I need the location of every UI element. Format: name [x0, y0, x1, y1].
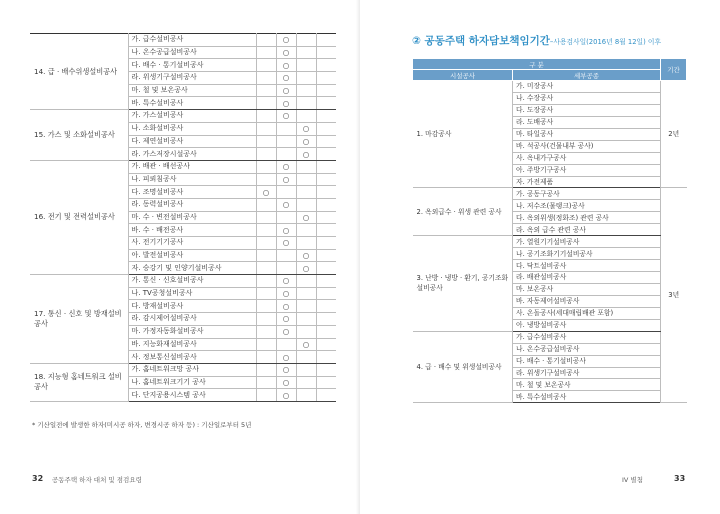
item-cell: 나. TV공청설비공사: [128, 287, 256, 300]
mark-cell: [316, 351, 336, 364]
mark-cell: [316, 46, 336, 59]
item-cell: 라. 가스저장시설공사: [128, 148, 256, 161]
mark-cell: [316, 376, 336, 389]
mark-cell: [316, 338, 336, 351]
mark-cell: [256, 135, 276, 148]
mark-cell: [256, 34, 276, 47]
item-cell: 라. 감시제어설비공사: [128, 313, 256, 326]
mark-cell: [276, 148, 296, 161]
left-warranty-table: [30, 33, 336, 402]
category-cell: 18. 지능형 홈네트워크 설비공사: [30, 363, 128, 401]
mark-cell: ○: [276, 363, 296, 376]
item-cell: 다. 제연설비공사: [128, 135, 256, 148]
mark-cell: ○: [276, 198, 296, 211]
section-subtitle: –사용검사일(2016년 8월 12일) 이후: [549, 38, 662, 46]
header-facility: 시설공사: [413, 70, 513, 81]
category-cell: 17. 통신 · 신호 및 방재설비공사: [30, 275, 128, 364]
mark-cell: [316, 173, 336, 186]
item-cell: 사. 정보통신설비공사: [128, 351, 256, 364]
mark-cell: [296, 237, 316, 250]
item-cell: 사. 옥내가구공사: [513, 152, 661, 164]
category-cell: 2. 옥외급수 · 위생 관련 공사: [413, 188, 513, 236]
mark-cell: [256, 148, 276, 161]
page-number-left: 32: [32, 474, 44, 483]
page-label-left: 공동주택 하자 대처 및 점검요령: [52, 476, 142, 484]
item-cell: 가. 열원기기설비공사: [513, 236, 661, 248]
mark-cell: [256, 59, 276, 72]
category-cell: 16. 전기 및 전력설비공사: [30, 160, 128, 274]
category-cell: 15. 가스 및 소화설비공사: [30, 110, 128, 161]
mark-cell: [316, 160, 336, 173]
item-cell: 라. 도배공사: [513, 116, 661, 128]
mark-cell: [296, 300, 316, 313]
mark-cell: [296, 376, 316, 389]
mark-cell: ○: [276, 59, 296, 72]
item-cell: 바. 자동제어설비공사: [513, 295, 661, 307]
mark-cell: ○: [296, 249, 316, 262]
mark-cell: [276, 122, 296, 135]
item-cell: 나. 저수조(물탱크)공사: [513, 200, 661, 212]
mark-cell: ○: [296, 122, 316, 135]
item-cell: 마. 타일공사: [513, 128, 661, 140]
mark-cell: [316, 84, 336, 97]
item-cell: 아. 주방기구공사: [513, 164, 661, 176]
mark-cell: [296, 84, 316, 97]
item-cell: 가. 급수설비공사: [513, 331, 661, 343]
mark-cell: [316, 389, 336, 402]
mark-cell: ○: [276, 173, 296, 186]
category-cell: 14. 급 · 배수위생설비공사: [30, 34, 128, 110]
item-cell: 가. 가스설비공사: [128, 110, 256, 123]
category-cell: 1. 마감공사: [413, 81, 513, 188]
mark-cell: ○: [276, 72, 296, 85]
mark-cell: [296, 363, 316, 376]
mark-cell: [296, 351, 316, 364]
item-cell: 마. 보온공사: [513, 283, 661, 295]
right-warranty-table: [412, 58, 687, 403]
item-cell: 아. 냉방설비공사: [513, 319, 661, 331]
mark-cell: [256, 198, 276, 211]
mark-cell: [316, 275, 336, 288]
mark-cell: [316, 186, 336, 199]
mark-cell: [256, 224, 276, 237]
mark-cell: ○: [296, 262, 316, 275]
mark-cell: [256, 237, 276, 250]
mark-cell: ○: [276, 84, 296, 97]
item-cell: 나. 공기조화기기설비공사: [513, 248, 661, 260]
mark-cell: [296, 224, 316, 237]
mark-cell: [256, 325, 276, 338]
mark-cell: [276, 338, 296, 351]
item-cell: 바. 수 · 배전공사: [128, 224, 256, 237]
mark-cell: [256, 249, 276, 262]
mark-cell: ○: [276, 325, 296, 338]
mark-cell: ○: [276, 224, 296, 237]
item-cell: 라. 위생기구설비공사: [128, 72, 256, 85]
mark-cell: [296, 198, 316, 211]
item-cell: 마. 수 · 변전설비공사: [128, 211, 256, 224]
section-title: [412, 33, 661, 48]
item-cell: 나. 소화설비공사: [128, 122, 256, 135]
mark-cell: [256, 46, 276, 59]
mark-cell: ○: [296, 211, 316, 224]
mark-cell: [296, 325, 316, 338]
mark-cell: [316, 34, 336, 47]
table-row: [413, 188, 687, 200]
item-cell: 자. 가전제품: [513, 176, 661, 188]
mark-cell: [256, 363, 276, 376]
item-cell: 마. 가정자동화설비공사: [128, 325, 256, 338]
mark-cell: [296, 97, 316, 110]
item-cell: 다. 단지공용시스템 공사: [128, 389, 256, 402]
item-cell: 라. 동력설비공사: [128, 198, 256, 211]
mark-cell: ○: [296, 338, 316, 351]
mark-cell: [256, 110, 276, 123]
item-cell: 다. 배수 · 통기설비공사: [513, 355, 661, 367]
mark-cell: ○: [276, 313, 296, 326]
mark-cell: [316, 122, 336, 135]
table-row: [413, 81, 687, 93]
mark-cell: [276, 186, 296, 199]
item-cell: 아. 발전설비공사: [128, 249, 256, 262]
page-label-right: IV 별첨: [622, 476, 643, 484]
mark-cell: [256, 275, 276, 288]
header-period: 기간: [661, 59, 687, 81]
item-cell: 자. 승강기 및 인양기설비공사: [128, 262, 256, 275]
item-cell: 바. 석공사(건물내부 공사): [513, 140, 661, 152]
mark-cell: [296, 110, 316, 123]
mark-cell: [296, 186, 316, 199]
mark-cell: ○: [276, 237, 296, 250]
item-cell: 사. 전기기기공사: [128, 237, 256, 250]
footnote: * 기산일전에 발생한 하자(미시공 하자, 변경시공 하자 등) : 기산일로부터 5년: [32, 421, 252, 429]
item-cell: 라. 위생기구설비공사: [513, 367, 661, 379]
mark-cell: ○: [276, 110, 296, 123]
mark-cell: [276, 135, 296, 148]
item-cell: 다. 방재설비공사: [128, 300, 256, 313]
mark-cell: ○: [276, 300, 296, 313]
item-cell: 다. 조명설비공사: [128, 186, 256, 199]
table-row: [30, 275, 336, 288]
mark-cell: [296, 389, 316, 402]
mark-cell: [296, 287, 316, 300]
mark-cell: ○: [276, 287, 296, 300]
mark-cell: ○: [276, 351, 296, 364]
mark-cell: [316, 237, 336, 250]
item-cell: 가. 급수설비공사: [128, 34, 256, 47]
header-group: 구 분: [413, 59, 661, 70]
mark-cell: ○: [296, 135, 316, 148]
mark-cell: [296, 173, 316, 186]
item-cell: 바. 특수설비공사: [513, 391, 661, 403]
mark-cell: [256, 211, 276, 224]
item-cell: 라. 옥외 급수 관련 공사: [513, 224, 661, 236]
item-cell: 가. 공동구공사: [513, 188, 661, 200]
mark-cell: [296, 275, 316, 288]
table-row: [30, 34, 336, 47]
mark-cell: [296, 46, 316, 59]
item-cell: 마. 철 및 보온공사: [128, 84, 256, 97]
item-cell: 다. 옥외위생(정화조) 관련 공사: [513, 212, 661, 224]
item-cell: 가. 홈네트워크망 공사: [128, 363, 256, 376]
mark-cell: [256, 97, 276, 110]
mark-cell: [256, 72, 276, 85]
section-title-text: ② 공동주택 하자담보책임기간: [412, 35, 550, 47]
mark-cell: [296, 59, 316, 72]
mark-cell: [316, 110, 336, 123]
mark-cell: [316, 148, 336, 161]
item-cell: 나. 온수공급설비공사: [128, 46, 256, 59]
mark-cell: ○: [276, 389, 296, 402]
mark-cell: ○: [276, 34, 296, 47]
item-cell: 다. 닥트설비공사: [513, 260, 661, 272]
mark-cell: ○: [296, 148, 316, 161]
item-cell: 나. 온수공급설비공사: [513, 343, 661, 355]
mark-cell: [316, 224, 336, 237]
mark-cell: [276, 262, 296, 275]
mark-cell: [256, 300, 276, 313]
mark-cell: [296, 313, 316, 326]
mark-cell: [256, 262, 276, 275]
mark-cell: ○: [276, 160, 296, 173]
mark-cell: [256, 313, 276, 326]
mark-cell: ○: [276, 376, 296, 389]
table-row: [30, 110, 336, 123]
mark-cell: [316, 135, 336, 148]
header-detail: 세부공종: [513, 70, 661, 81]
item-cell: 가. 통신 · 신호설비공사: [128, 275, 256, 288]
mark-cell: [256, 287, 276, 300]
item-cell: 사. 온돌공사(세대매립배관 포함): [513, 307, 661, 319]
table-row: [413, 236, 687, 248]
mark-cell: [256, 160, 276, 173]
mark-cell: [276, 249, 296, 262]
mark-cell: [256, 376, 276, 389]
mark-cell: [256, 173, 276, 186]
mark-cell: [296, 160, 316, 173]
mark-cell: [256, 84, 276, 97]
mark-cell: [316, 325, 336, 338]
item-cell: 마. 철 및 보온공사: [513, 379, 661, 391]
page-number-right: 33: [674, 474, 686, 483]
item-cell: 나. 피뢰침공사: [128, 173, 256, 186]
mark-cell: [316, 262, 336, 275]
mark-cell: [296, 72, 316, 85]
mark-cell: [316, 198, 336, 211]
mark-cell: [316, 59, 336, 72]
table-row: [30, 160, 336, 173]
mark-cell: [316, 72, 336, 85]
period-cell: 2년: [661, 81, 687, 188]
mark-cell: ○: [276, 275, 296, 288]
item-cell: 나. 수장공사: [513, 92, 661, 104]
mark-cell: ○: [276, 46, 296, 59]
mark-cell: [316, 287, 336, 300]
table-row: [30, 363, 336, 376]
period-cell: 3년: [661, 188, 687, 403]
item-cell: 나. 홈네트워크기기 공사: [128, 376, 256, 389]
mark-cell: [316, 249, 336, 262]
mark-cell: [316, 97, 336, 110]
mark-cell: [316, 313, 336, 326]
item-cell: 라. 배관설비공사: [513, 272, 661, 284]
mark-cell: [256, 122, 276, 135]
mark-cell: [316, 300, 336, 313]
item-cell: 바. 특수설비공사: [128, 97, 256, 110]
mark-cell: [256, 351, 276, 364]
item-cell: 가. 미장공사: [513, 81, 661, 93]
mark-cell: [276, 211, 296, 224]
mark-cell: [256, 389, 276, 402]
item-cell: 바. 지능화재설비공사: [128, 338, 256, 351]
mark-cell: [316, 211, 336, 224]
mark-cell: [256, 338, 276, 351]
item-cell: 다. 도장공사: [513, 104, 661, 116]
mark-cell: ○: [256, 186, 276, 199]
mark-cell: ○: [276, 97, 296, 110]
item-cell: 가. 배관 · 배선공사: [128, 160, 256, 173]
category-cell: 3. 난방 · 냉방 · 환기, 공기조화설비공사: [413, 236, 513, 332]
category-cell: 4. 급 · 배수 및 위생설비공사: [413, 331, 513, 403]
item-cell: 다. 배수 · 통기설비공사: [128, 59, 256, 72]
mark-cell: [296, 34, 316, 47]
right-page: [360, 0, 720, 514]
table-row: [413, 331, 687, 343]
mark-cell: [316, 363, 336, 376]
